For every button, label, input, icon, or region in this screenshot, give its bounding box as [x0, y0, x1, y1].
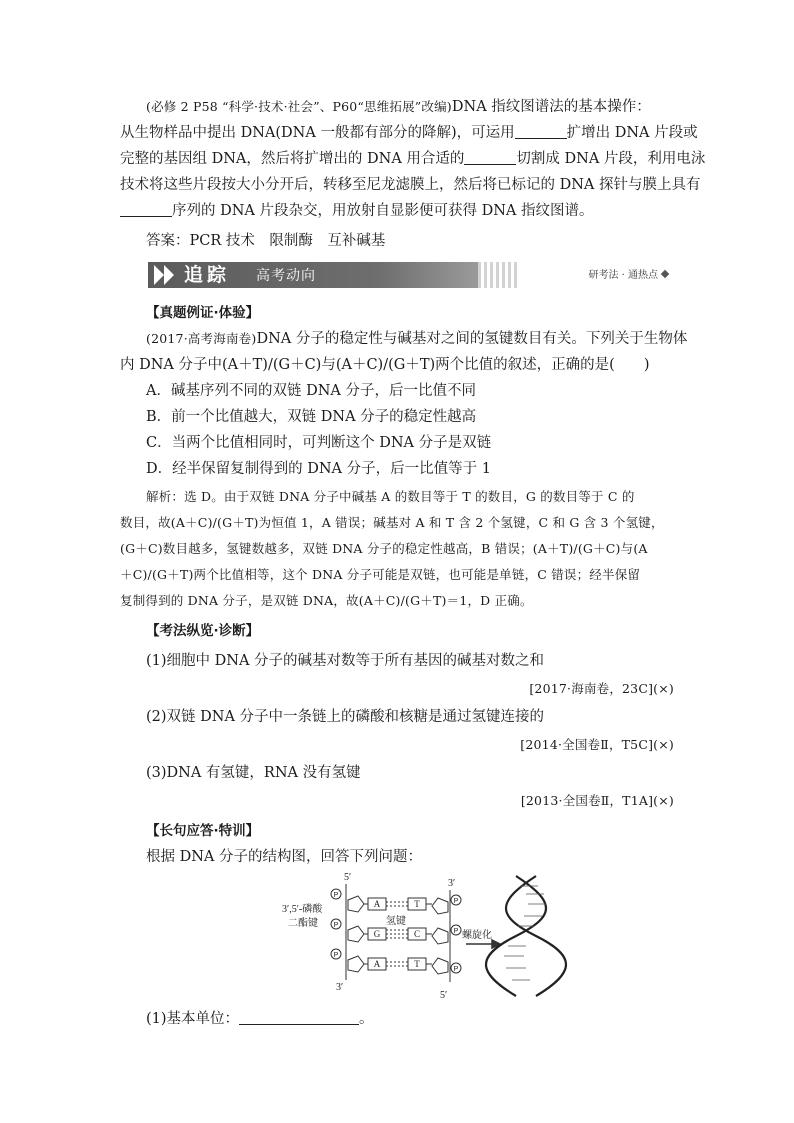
- intro-line-2b: 扩增出 DNA 片段或: [566, 125, 698, 141]
- label-5prime-bottom: 5′: [440, 990, 448, 1000]
- banner-right-label: [588, 266, 668, 281]
- blank-2[interactable]: [464, 150, 516, 165]
- intro-line-2a: 从生物样品中提出 DNA(DNA 一般都有部分的降解)，可运用: [120, 125, 515, 141]
- intro-line-5: [120, 198, 680, 224]
- question-source: (2017·高考海南卷): [146, 331, 257, 346]
- banner-title: 追踪: [184, 264, 231, 286]
- answer-q1: [146, 1006, 706, 1032]
- intro-line-1: [146, 94, 706, 120]
- explanation-3: (G＋C)数目越多，氢键数越多，双链 DNA 分子的稳定性越高，B 错误；(A＋T)/(G＋C)与(A: [120, 541, 648, 556]
- label-5prime-top: 5′: [344, 872, 352, 883]
- section-2-title: 【考法纵览·诊断】: [146, 623, 260, 639]
- phosphate-icon: P: [333, 952, 339, 959]
- label-hydrogen-bond: 氢键: [386, 916, 406, 927]
- section-3-title: 【长句应答·特训】: [146, 823, 260, 839]
- diagram-prompt: 根据 DNA 分子的结构图，回答下列问题：: [146, 849, 423, 865]
- question-line-1-text: DNA 分子的稳定性与碱基对之间的氢键数目有关。下列关于生物体: [256, 331, 688, 347]
- label-diester: 二酯键: [288, 918, 318, 929]
- base-t-1: T: [414, 899, 420, 909]
- blank-q1[interactable]: [239, 1010, 359, 1025]
- phosphate-icon: P: [453, 898, 459, 905]
- intro-source: (必修 2 P58 “科学·技术·社会”、P60“思维拓展”改编): [146, 99, 452, 114]
- q1-end: 。: [359, 1011, 374, 1027]
- section-banner: [148, 262, 668, 288]
- option-a: A．碱基序列不同的双链 DNA 分子，后一比值不同: [146, 383, 476, 399]
- banner-subtitle: 高考动向: [256, 268, 316, 284]
- dna-structure-diagram: [280, 872, 570, 1000]
- judge-1-source: [2017·海南卷，23C](×): [529, 681, 674, 696]
- option-b: B．前一个比值越大，双链 DNA 分子的稳定性越高: [146, 409, 477, 425]
- diamond-icon: [661, 270, 669, 278]
- judge-2-source: [2014·全国卷Ⅱ，T5C](×): [520, 737, 674, 752]
- phosphate-icon: P: [453, 966, 459, 973]
- intro-line-3a: 完整的基因组 DNA，然后将扩增出的 DNA 用合适的: [120, 151, 465, 167]
- banner-right-text: 研考法 · 通热点: [588, 270, 658, 281]
- judge-3-source: [2013·全国卷Ⅱ，T1A](×): [520, 793, 674, 808]
- phosphate-icon: P: [453, 928, 459, 935]
- explanation-2: 数目，故(A＋C)/(G＋T)为恒值 1，A 错误；碱基对 A 和 T 含 2 个氢键，C 和 G 含 3 个氢键，: [120, 515, 664, 530]
- dna-diagram-svg: [280, 872, 570, 1000]
- base-g: G: [373, 929, 381, 939]
- phosphate-icon: P: [333, 922, 339, 929]
- chevron-right-icon: [154, 265, 164, 285]
- label-spiral: 螺旋化: [462, 930, 492, 941]
- q1-label: (1)基本单位：: [146, 1011, 240, 1027]
- base-a-2: A: [373, 959, 381, 969]
- answer-line: 答案：PCR 技术 限制酶 互补碱基: [146, 233, 386, 249]
- blank-1[interactable]: [515, 124, 567, 139]
- judge-3: (3)DNA 有氢键，RNA 没有氢键: [146, 765, 361, 781]
- intro-line-2: [120, 120, 698, 146]
- base-a-1: A: [373, 899, 381, 909]
- blank-3[interactable]: [120, 202, 172, 217]
- section-review: [146, 618, 706, 644]
- question-line-2: 内 DNA 分子中(A＋T)/(G＋C)与(A＋C)/(G＋T)两个比值的叙述，正确的是( ): [120, 357, 650, 373]
- phosphate-icon: P: [333, 892, 339, 899]
- intro-line-5b: 序列的 DNA 片段杂交，用放射自显影便可获得 DNA 指纹图谱。: [172, 203, 594, 219]
- intro-line-4: 技术将这些片段按大小分开后，转移至尼龙滤膜上，然后将已标记的 DNA 探针与膜上具有: [120, 177, 701, 193]
- intro-line-1-text: DNA 指纹图谱法的基本操作：: [451, 99, 651, 115]
- option-c: C．当两个比值相同时，可判断这个 DNA 分子是双链: [146, 435, 492, 451]
- judge-2: (2)双链 DNA 分子中一条链上的磷酸和核糖是通过氢键连接的: [146, 709, 545, 725]
- explanation-5: 复制得到的 DNA 分子，是双链 DNA，故(A＋C)/(G＋T)＝1，D 正确。: [120, 593, 533, 608]
- base-t-2: T: [414, 959, 420, 969]
- banner-dots: [478, 262, 518, 288]
- section-long-answer: [146, 818, 706, 844]
- judge-1: (1)细胞中 DNA 分子的碱基对数等于所有基因的碱基对数之和: [146, 653, 545, 669]
- option-d: D．经半保留复制得到的 DNA 分子，后一比值等于 1: [146, 461, 491, 477]
- base-c: C: [413, 929, 421, 939]
- intro-line-3: [120, 146, 706, 172]
- explanation-1: 解析：选 D。由于双链 DNA 分子中碱基 A 的数目等于 T 的数目，G 的数目等于 C 的: [146, 489, 635, 504]
- label-3prime-bottom: 3′: [336, 982, 344, 993]
- intro-line-3b: 切割成 DNA 片段，利用电泳: [516, 151, 706, 167]
- section-true-exam: [146, 300, 706, 326]
- chevron-right-icon: [164, 265, 174, 285]
- label-3prime-top: 3′: [448, 878, 456, 889]
- label-phosphodiester: 3′,5′-磷酸: [282, 904, 323, 915]
- explanation-4: ＋C)/(G＋T)两个比值相等，这个 DNA 分子可能是双链，也可能是单链，C 错误；经半保留: [120, 567, 641, 582]
- section-1-title: 【真题例证·体验】: [146, 305, 260, 321]
- question-line-1: [146, 326, 706, 352]
